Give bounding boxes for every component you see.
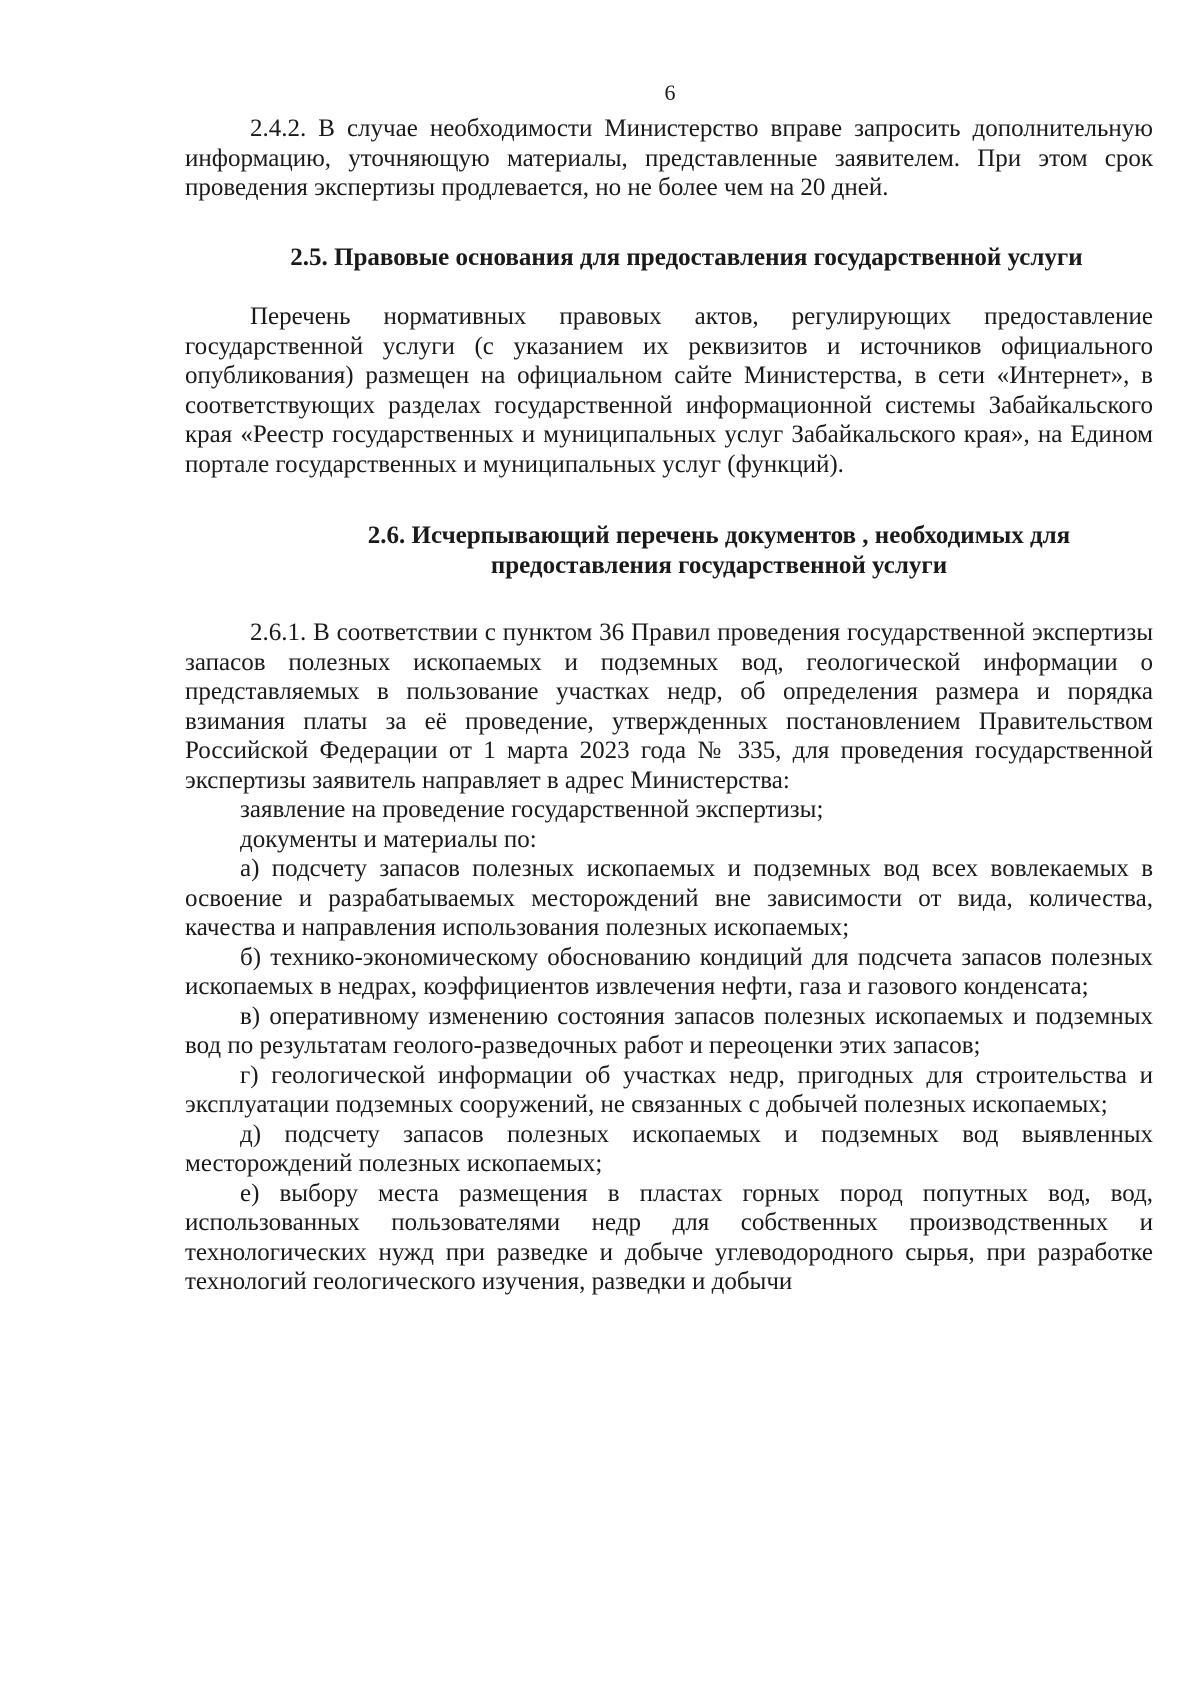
list-item-v: в) оперативному изменению состояния запасов полезных ископаемых и подземных вод по результатам геолого-разведочных работ и переоценки этих запасов;	[185, 1002, 1153, 1059]
heading-2-6-line-1: 2.6. Исчерпывающий перечень документов , необходимых для	[367, 522, 1071, 549]
paragraph-2-4-2: 2.4.2. В случае необходимости Министерство вправе запросить дополнительную информацию, уточняющую материалы, представленные заявителем. При этом срок проведения экспертизы продлевается, но не более чем на 20 дней.	[185, 115, 1153, 201]
heading-2-6	[185, 521, 1153, 580]
list-item-g: г) геологической информации об участках недр, пригодных для строительства и эксплуатации подземных сооружений, не связанных с добычей полезных ископаемых;	[185, 1061, 1153, 1118]
paragraph-2-5: Перечень нормативных правовых актов, регулирующих предоставление государственной услуги (с указанием их реквизитов и источников официального опубликования) размещен на официальном сайте Министерства, в сети «Интернет», в соответствующих разделах государственной информационной системы Забайкальского края «Реестр государственных и муниципальных услуг Забайкальского края», на Едином портале государственных и муниципальных услуг (функций).	[185, 303, 1153, 478]
list-item-e: е) выбору места размещения в пластах горных пород попутных вод, вод, использованных пользователями недр для собственных производственных и технологических нужд при разведке и добыче углеводородного сырья, при разработке технологий геологического изучения, разведки и добычи	[185, 1179, 1153, 1295]
paragraph-2-6-1: 2.6.1. В соответствии с пунктом 36 Правил проведения государственной экспертизы запасов полезных ископаемых и подземных вод, геологической информации о представляемых в пользование участках недр, об определения размера и порядка взимания платы за её проведение, утвержденных постановлением Правительством Российской Федерации от 1 марта 2023 года № 335, для проведения государственной экспертизы заявитель направляет в адрес Министерства:	[185, 619, 1153, 794]
list-item-d: д) подсчету запасов полезных ископаемых и подземных вод выявленных месторождений полезных ископаемых;	[185, 1120, 1153, 1177]
page-number: 6	[664, 80, 676, 105]
document-body	[185, 114, 1153, 1297]
list-item-a: а) подсчету запасов полезных ископаемых и подземных вод всех вовлекаемых в освоение и разрабатываемых месторождений вне зависимости от вида, количества, качества и направления использования полезных ископаемых;	[185, 855, 1153, 941]
line-application: заявление на проведение государственной экспертизы;	[240, 796, 824, 823]
heading-2-5: 2.5. Правовые основания для предоставления государственной услуги	[290, 243, 1083, 271]
heading-2-6-line-2: предоставления государственной услуги	[490, 551, 948, 579]
line-documents: документы и материалы по:	[240, 825, 537, 853]
list-item-b: б) технико-экономическому обоснованию кондиций для подсчета запасов полезных ископаемых в недрах, коэффициентов извлечения нефти, газа и газового конденсата;	[185, 943, 1153, 1000]
